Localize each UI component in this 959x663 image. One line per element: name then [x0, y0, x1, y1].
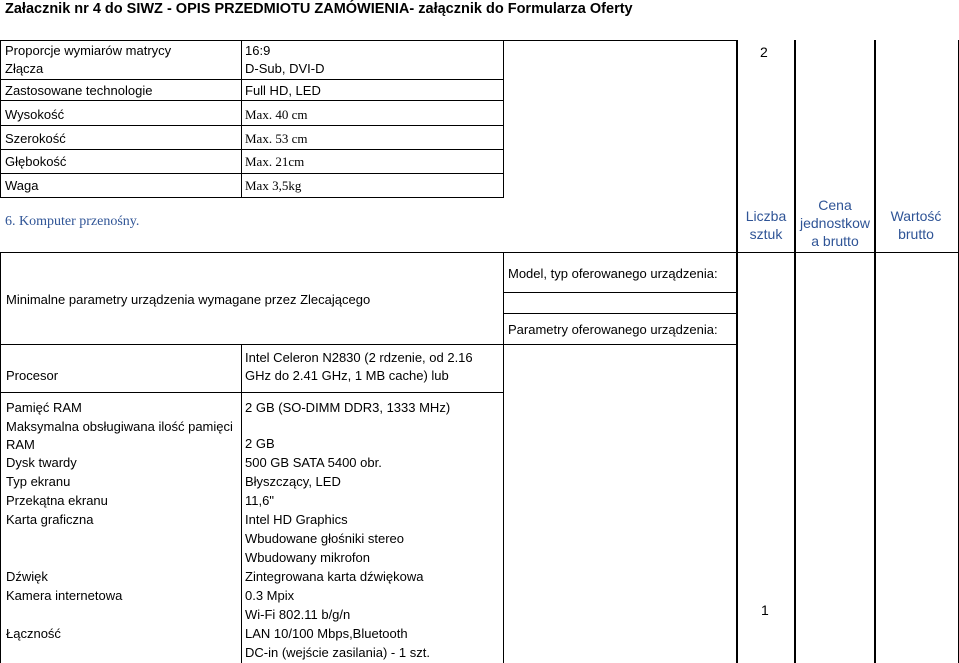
row-divider — [0, 173, 503, 174]
column-divider — [874, 40, 876, 663]
spec-value: 2 GB — [245, 436, 275, 451]
spec-value: 2 GB (SO-DIMM DDR3, 1333 MHz) — [245, 400, 451, 415]
column-divider — [241, 344, 242, 663]
row-divider — [0, 392, 503, 393]
spec-name: Wysokość — [5, 107, 65, 122]
spec-name: Głębokość — [5, 154, 67, 169]
row-divider — [503, 313, 736, 314]
spec-value: Zintegrowana karta dźwiękowa — [245, 569, 424, 584]
row-divider — [0, 197, 503, 198]
spec-value: 16:9 — [245, 43, 271, 58]
spec-name: Waga — [5, 178, 39, 193]
spec-name: Kamera internetowa — [6, 588, 123, 603]
spec-name: Karta graficzna — [6, 512, 94, 527]
spec-name: Przekątna ekranu — [6, 493, 108, 508]
spec-name: Typ ekranu — [6, 474, 71, 489]
params-label: Parametry oferowanego urządzenia: — [508, 322, 718, 337]
header-unit-price: Cena jednostkow a brutto — [799, 197, 871, 249]
spec-value: Max. 40 cm — [245, 107, 308, 122]
row-divider — [0, 149, 503, 150]
table-left-border — [0, 252, 1, 663]
spec-name: Szerokość — [5, 131, 66, 146]
row-divider — [0, 252, 736, 253]
spec-name: Zastosowane technologie — [5, 83, 153, 98]
spec-value: Max. 53 cm — [245, 131, 308, 146]
table-left-border — [0, 40, 1, 198]
row-divider — [0, 125, 503, 126]
spec-name: Maksymalna obsługiwana ilość pamięci RAM — [6, 419, 233, 452]
spec-name: Pamięć RAM — [6, 400, 82, 415]
spec-value: LAN 10/100 Mbps,Bluetooth — [245, 626, 408, 641]
spec-name: Procesor — [6, 368, 59, 383]
spec-value: 11,6" — [245, 493, 274, 508]
spec-name: Łączność — [6, 626, 61, 641]
header-total: Wartość brutto — [890, 208, 942, 242]
column-divider — [736, 40, 738, 663]
spec-value: D-Sub, DVI-D — [245, 61, 325, 76]
column-divider — [503, 40, 504, 198]
header-quantity: Liczba sztuk — [745, 208, 787, 242]
spec-name: Dźwięk — [6, 569, 48, 584]
row-divider — [0, 344, 736, 345]
table-top-border — [0, 40, 736, 41]
spec-value: Full HD, LED — [245, 83, 321, 98]
laptop-quantity: 1 — [761, 602, 769, 618]
model-label: Model, typ oferowanego urządzenia: — [508, 266, 718, 281]
spec-value: Max 3,5kg — [245, 178, 302, 193]
row-divider — [736, 252, 959, 253]
spec-value: Błyszczący, LED — [245, 474, 341, 489]
monitor-quantity: 2 — [760, 44, 768, 60]
spec-value: 500 GB SATA 5400 obr. — [245, 455, 382, 470]
spec-value: 0.3 Mpix — [245, 588, 295, 603]
row-divider — [0, 79, 503, 80]
spec-name: Złącza — [5, 61, 44, 76]
spec-name: Proporcje wymiarów matrycy — [5, 43, 172, 58]
spec-value: Intel HD Graphics — [245, 512, 348, 527]
spec-name: Dysk twardy — [6, 455, 77, 470]
requirements-label: Minimalne parametry urządzenia wymagane przez Zlecającego — [6, 292, 371, 307]
spec-value: Wi-Fi 802.11 b/g/n — [245, 607, 351, 622]
spec-value: Intel Celeron N2830 (2 rdzenie, od 2.16 GHz do 2.41 GHz, 1 MB cache) lub — [245, 350, 473, 383]
spec-value: DC-in (wejście zasilania) - 1 szt. — [245, 645, 430, 660]
row-divider — [503, 292, 736, 293]
document-title: Załacznik nr 4 do SIWZ - OPIS PRZEDMIOTU ZAMÓWIENIA- załącznik do Formularza Oferty — [5, 1, 633, 17]
column-divider — [241, 40, 242, 198]
section-title: 6. Komputer przenośny. — [5, 214, 140, 229]
spec-value: Wbudowany mikrofon — [245, 550, 370, 565]
spec-value: Max. 21cm — [245, 154, 305, 169]
spec-value: Wbudowane głośniki stereo — [245, 531, 404, 546]
row-divider — [0, 100, 503, 101]
column-divider — [794, 40, 796, 663]
